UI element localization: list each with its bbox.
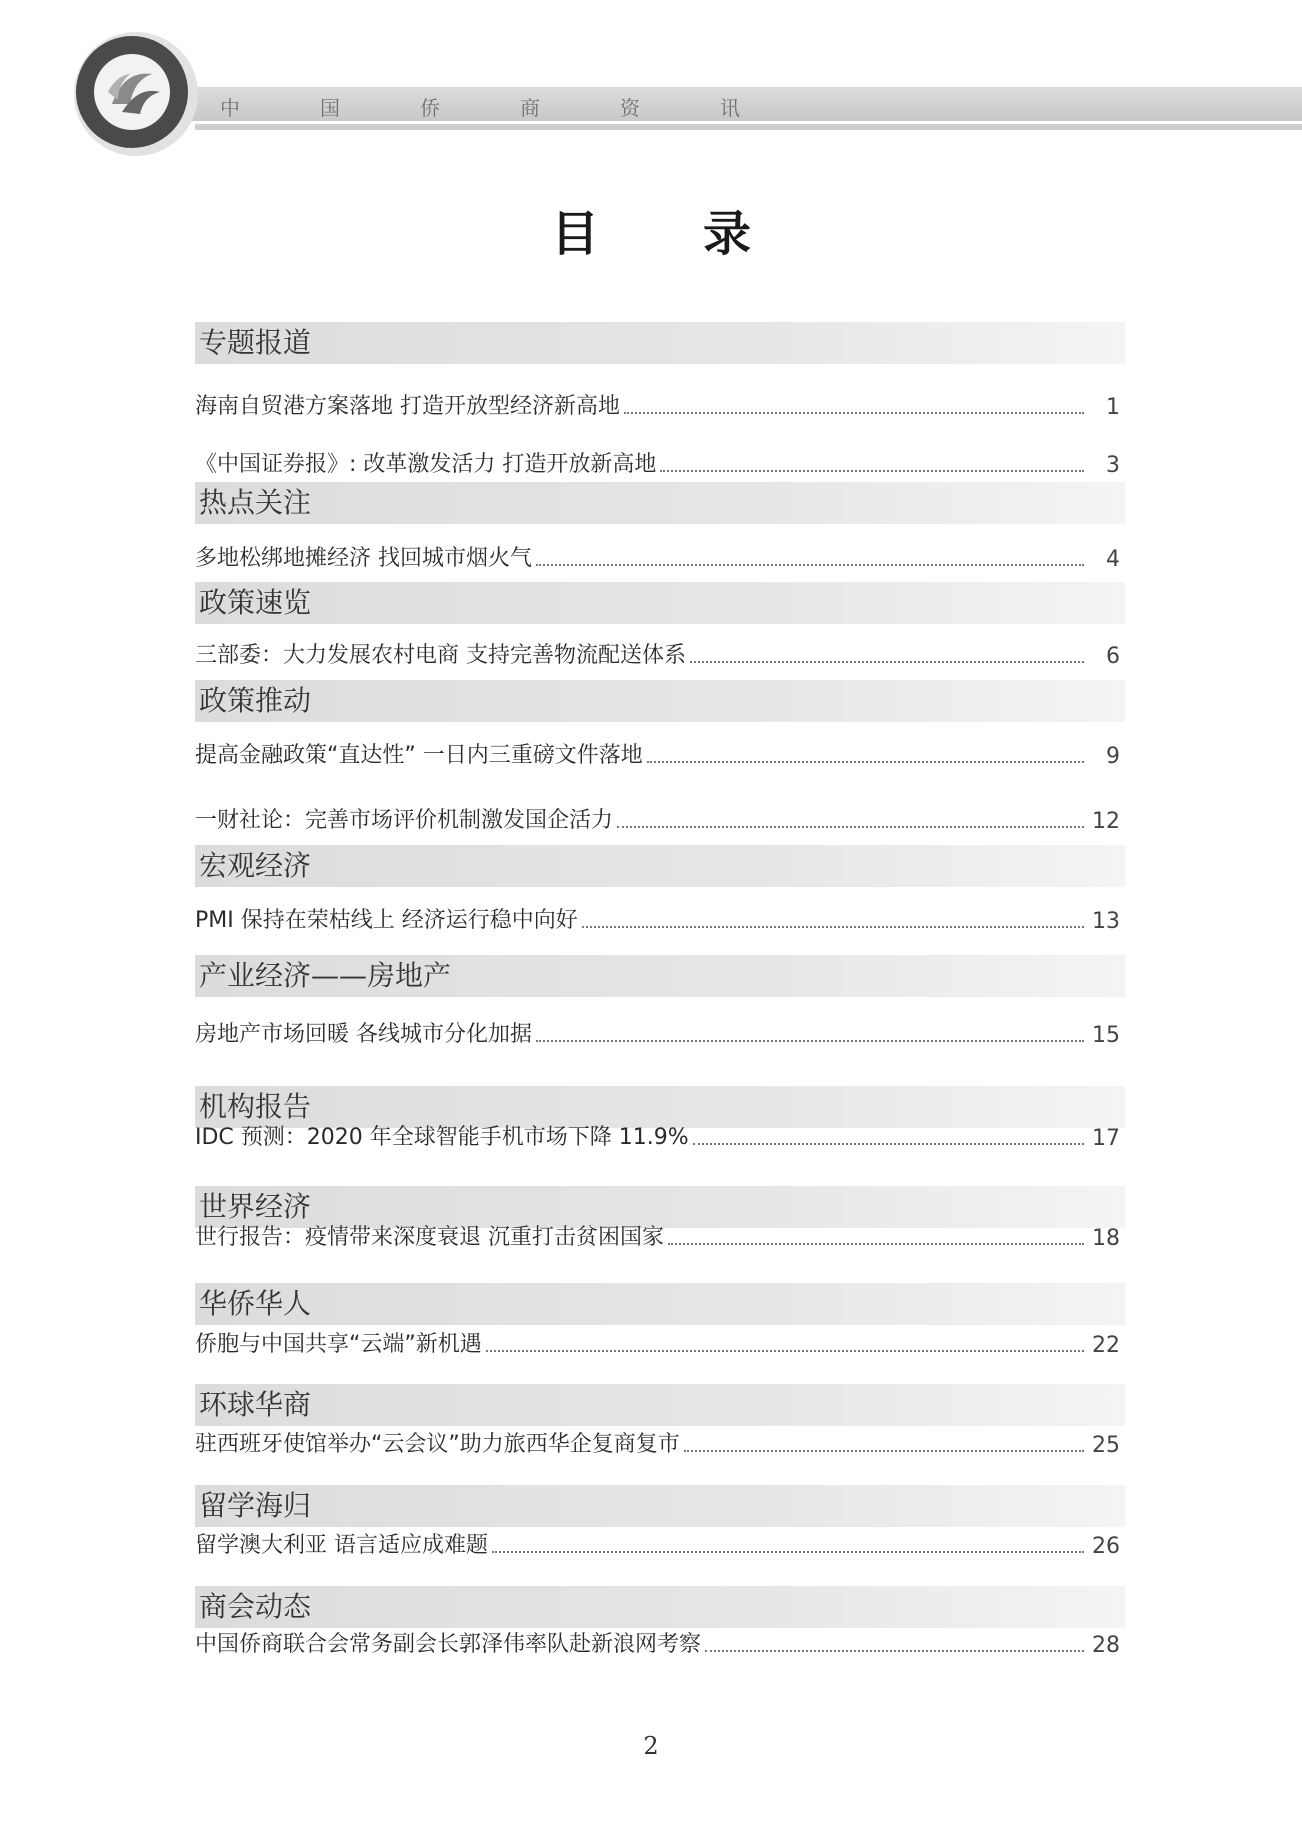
header-rule [195, 124, 1302, 130]
toc-entry-title: 房地产市场回暖 各线城市分化加据 [195, 1022, 532, 1047]
dot-leader [668, 1243, 1084, 1245]
section-heading: 华侨华人 [195, 1283, 1125, 1325]
toc-entry-page: 15 [1092, 1023, 1120, 1048]
dot-leader [492, 1551, 1084, 1553]
toc-entry[interactable] [195, 1219, 1120, 1251]
dot-leader [486, 1350, 1084, 1352]
toc-entry[interactable] [195, 1626, 1120, 1658]
dot-leader [647, 761, 1084, 763]
section-heading: 政策推动 [195, 680, 1125, 722]
toc-entry[interactable] [195, 802, 1120, 834]
section-heading: 商会动态 [195, 1586, 1125, 1628]
dot-leader [536, 1040, 1084, 1042]
dot-leader [624, 412, 1084, 414]
toc-entry[interactable] [195, 737, 1120, 769]
toc-entry[interactable] [195, 637, 1120, 669]
section-heading: 留学海归 [195, 1485, 1125, 1527]
toc-entry-page: 25 [1092, 1433, 1120, 1458]
section-heading: 专题报道 [195, 322, 1125, 364]
toc-entry-page: 6 [1106, 644, 1120, 669]
section-heading: 世界经济 [195, 1186, 1125, 1228]
toc-entry[interactable] [195, 1527, 1120, 1559]
dot-leader [536, 564, 1084, 566]
federation-logo-icon [72, 30, 200, 158]
toc-entry-title: 多地松绑地摊经济 找回城市烟火气 [195, 546, 532, 571]
dot-leader [684, 1450, 1084, 1452]
toc-entry-page: 17 [1092, 1126, 1120, 1151]
toc-entry[interactable] [195, 1426, 1120, 1458]
toc-entry[interactable] [195, 1119, 1120, 1151]
section-heading: 热点关注 [195, 482, 1125, 524]
dot-leader [660, 470, 1084, 472]
dot-leader [582, 926, 1084, 928]
page-number: 2 [643, 1732, 659, 1760]
header-title: 中 国 侨 商 资 讯 [220, 96, 770, 120]
toc-entry-page: 4 [1106, 547, 1120, 572]
toc-entry-page: 9 [1106, 744, 1120, 769]
toc-entry-title: 世行报告：疫情带来深度衰退 沉重打击贫困国家 [195, 1225, 664, 1250]
toc-entry-page: 28 [1092, 1633, 1120, 1658]
toc-entry-title: 《中国证券报》: 改革激发活力 打造开放新高地 [195, 452, 657, 477]
toc-entry-title: 侨胞与中国共享“云端”新机遇 [195, 1332, 482, 1357]
toc-entry-page: 3 [1106, 453, 1120, 478]
toc-entry-title: 留学澳大利亚 语言适应成难题 [195, 1533, 488, 1558]
toc-entry-page: 22 [1092, 1333, 1120, 1358]
toc-entry[interactable] [195, 902, 1120, 934]
toc-entry-title: 中国侨商联合会常务副会长郭泽伟率队赴新浪网考察 [195, 1632, 702, 1657]
toc-entry-title: IDC 预测：2020 年全球智能手机市场下降 11.9% [195, 1125, 689, 1150]
toc-entry-page: 26 [1092, 1534, 1120, 1559]
section-heading: 产业经济——房地产 [195, 955, 1125, 997]
toc-entry[interactable] [195, 1326, 1120, 1358]
toc-entry-title: 三部委：大力发展农村电商 支持完善物流配送体系 [195, 643, 686, 668]
toc-entry-page: 13 [1092, 909, 1120, 934]
page-title: 目 录 [550, 206, 779, 262]
section-heading: 机构报告 [195, 1086, 1125, 1128]
toc-entry-title: 提高金融政策“直达性” 一日内三重磅文件落地 [195, 743, 643, 768]
dot-leader [617, 826, 1084, 828]
dot-leader [705, 1650, 1084, 1652]
section-heading: 宏观经济 [195, 845, 1125, 887]
dot-leader [693, 1143, 1084, 1145]
toc-entry-page: 1 [1106, 395, 1120, 420]
toc-entry-page: 18 [1092, 1226, 1120, 1251]
dot-leader [690, 661, 1084, 663]
section-heading: 政策速览 [195, 582, 1125, 624]
toc-entry[interactable] [195, 388, 1120, 420]
toc-entry-title: 海南自贸港方案落地 打造开放型经济新高地 [195, 394, 620, 419]
toc-entry-title: PMI 保持在荣枯线上 经济运行稳中向好 [195, 908, 578, 933]
toc-entry-title: 一财社论：完善市场评价机制激发国企活力 [195, 808, 614, 833]
section-heading: 环球华商 [195, 1384, 1125, 1426]
toc-entry-title: 驻西班牙使馆举办“云会议”助力旅西华企复商复市 [195, 1432, 680, 1457]
toc-entry[interactable] [195, 446, 1120, 478]
toc-entry-page: 12 [1092, 809, 1120, 834]
toc-entry[interactable] [195, 540, 1120, 572]
toc-entry[interactable] [195, 1016, 1120, 1048]
